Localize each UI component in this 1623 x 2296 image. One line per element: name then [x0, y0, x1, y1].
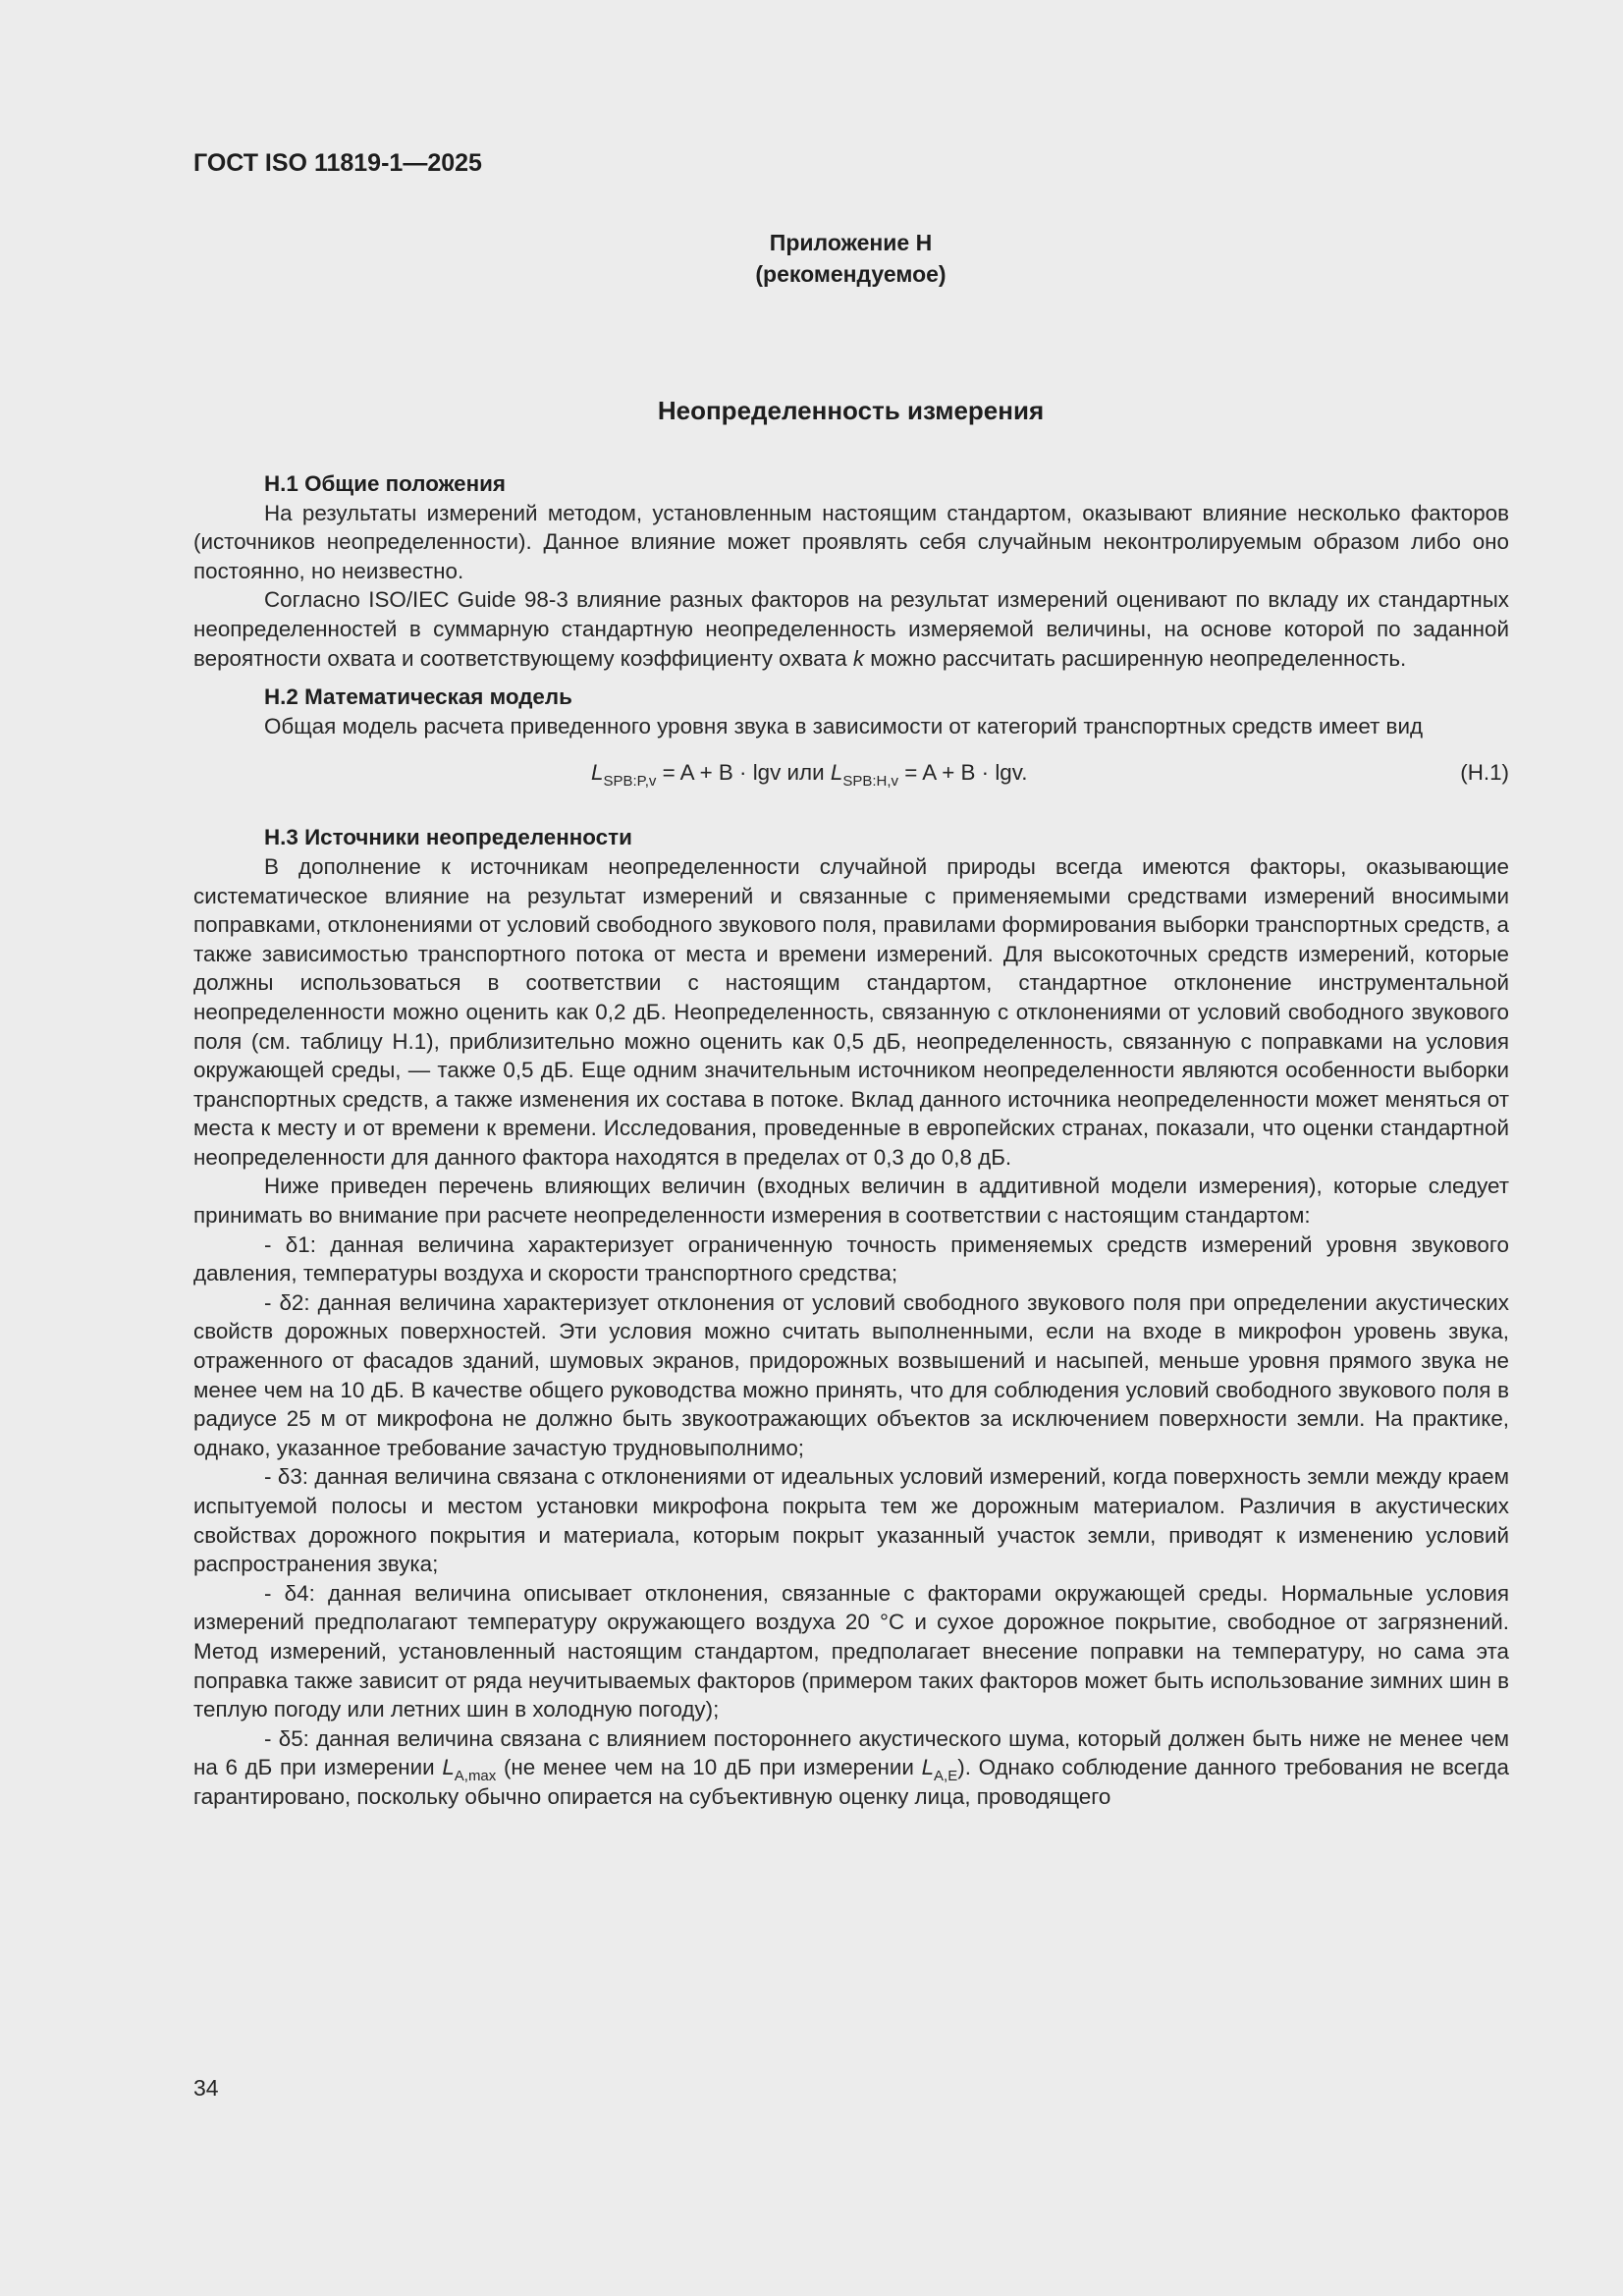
- list-item-delta3: - δ3: данная величина связана с отклонениями от идеальных условий измерений, когда поверхность земли между краем испытуемой полосы и местом установки микрофона покрыта тем же дорожным материалом. Различия в акустических свойствах дорожного покрытия и материала, которым покрыт указанный участок земли, приводят к изменению условий распространения звука;: [193, 1464, 1509, 1577]
- annex-title: Приложение Н: [769, 230, 933, 255]
- list-item-delta2: - δ2: данная величина характеризует отклонения от условий свободного звукового поля при определении акустических свойств дорожных поверхностей. Эти условия можно считать выполненными, если на входе в микрофон уровень звука, отраженного от фасадов зданий, шумовых экранов, придорожных возвышений и насыпей, меньше уровня прямого звука не менее чем на 10 дБ. В качестве общего руководства можно принять, что для соблюдения условий свободного звукового поля в радиусе 25 м от микрофона не должно быть звукоотражающих объектов за исключением поверхности земли. На практике, однако, указанное требование зачастую трудновыполнимо;: [193, 1289, 1509, 1460]
- annex-status: (рекомендуемое): [755, 261, 947, 287]
- annex-heading: [0, 227, 1623, 290]
- paragraph: Ниже приведен перечень влияющих величин (входных величин в аддитивной модели измерения), которые следует принимать во внимание при расчете неопределенности измерения в соответствии с настоящим стандартом:: [193, 1174, 1509, 1229]
- page-number: 34: [193, 2075, 219, 2101]
- section-heading-h1: Н.1 Общие положения: [264, 471, 506, 496]
- list-item-delta4: - δ4: данная величина описывает отклонения, связанные с факторами окружающей среды. Нормальные условия измерений предполагают температуру окружающего воздуха 20 °С и сухое дорожное покрытие, свободное от загрязнений. Метод измерений, установленный настоящим стандартом, предполагает внесение поправки на температуру, но сама эта поправка также зависит от ряда неучитываемых факторов (примером таких факторов может быть использование зимних шин в теплую погоду или летних шин в холодную погоду);: [193, 1580, 1509, 1722]
- section-heading-h2: Н.2 Математическая модель: [264, 684, 572, 710]
- list-item-delta5: - δ5: данная величина связана с влиянием постороннего акустического шума, который должен быть ниже не менее чем на 6 дБ при измерении $L_{A,max}$ (не менее чем на 10 дБ при измерении $L_{A,E}$). Однако соблюдение данного требования не всегда гарантировано, поскольку обычно опирается на субъективную оценку лица, проводящего: [193, 1725, 1509, 1809]
- paragraph: На результаты измерений методом, установленным настоящим стандартом, оказывают влияние несколько факторов (источников неопределенности). Данное влияние может проявлять себя случайным неконтролируемым образом либо оно постоянно, но неизвестно.: [193, 500, 1509, 583]
- paragraph: Согласно ISO/IEC Guide 98-3 влияние разных факторов на результат измерений оценивают по вкладу их стандартных неопределенностей в суммарную стандартную неопределенность измеряемой величины, на основе которой по заданной вероятности охвата и соответствующему коэффициенту охвата k можно рассчитать расширенную неопределенность.: [193, 587, 1509, 671]
- formula-row: [193, 758, 1509, 791]
- formula-number: (Н.1): [1460, 760, 1509, 786]
- paragraph: В дополнение к источникам неопределенности случайной природы всегда имеются факторы, оказывающие систематическое влияние на результат измерений и связанные с применяемыми средствами измерений вносимыми поправками, отклонениями от условий свободного звукового поля, правилами формирования выборки транспортных средств, а также зависимостью транспортного потока от места и времени измерений. Для высокоточных средств измерений, которые должны использоваться в соответствии с настоящим стандартом, стандартное отклонение инструментальной неопределенности можно оценить как 0,2 дБ. Неопределенность, связанную с отклонениями от условий свободного звукового поля (см. таблицу Н.1), приблизительно можно оценить как 0,5 дБ, неопределенность, связанную с поправками на условия окружающей среды, — также 0,5 дБ. Еще одним значительным источником неопределенности являются особенности выборки транспортных средств, а также изменения их состава в потоке. Вклад данного источника неопределенности может меняться от места к месту и от времени к времени. Исследования, проведенные в европейских странах, показали, что оценки стандартной неопределенности для данного фактора находятся в пределах от 0,3 до 0,8 дБ.: [193, 853, 1509, 1170]
- list-item-delta1: - δ1: данная величина характеризует ограниченную точность применяемых средств измерений уровня звукового давления, температуры воздуха и скорости транспортного средства;: [193, 1231, 1509, 1286]
- paragraph: Общая модель расчета приведенного уровня звука в зависимости от категорий транспортных средств имеет вид: [264, 713, 1424, 738]
- standard-code: ГОСТ ISO 11819-1—2025: [193, 149, 482, 177]
- formula-h1: $L_{SPB:P,v} = A + B \cdot \lg v$ или $L_{SPB:H,v} = A + B \cdot \lg v$.: [591, 760, 1028, 791]
- section-heading-h3: Н.3 Источники неопределенности: [264, 825, 632, 850]
- document-body: [193, 469, 1509, 1812]
- variable-k: k: [852, 645, 865, 671]
- document-title: Неопределенность измерения: [657, 396, 1045, 425]
